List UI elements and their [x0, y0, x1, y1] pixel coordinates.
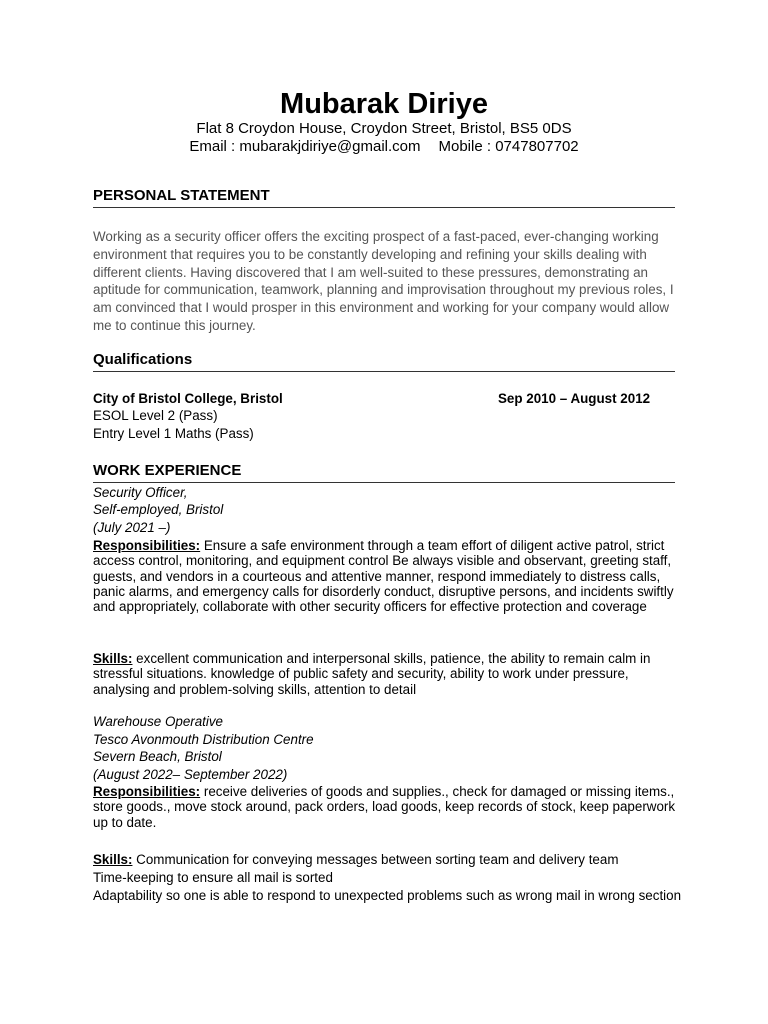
responsibilities-text: receive deliveries of goods and supplies., check for damaged or missing items., store goods., move stock around, pack orders, load goods, keep records of stock, keep paperwork up to date.: [93, 784, 676, 830]
candidate-name: Mubarak Diriye: [280, 88, 488, 120]
qualification-institution: City of Bristol College, Bristol: [93, 391, 283, 406]
skills-label: Skills:: [93, 651, 133, 666]
skills-text: Communication for conveying messages between sorting team and delivery team: [132, 852, 619, 867]
job-responsibilities: [93, 538, 685, 614]
skills-extra-line: Adaptability so one is able to respond to unexpected problems such as wrong mail in wrong section: [93, 888, 682, 903]
address: Flat 8 Croydon House, Croydon Street, Bristol, BS5 0DS: [196, 120, 572, 137]
mobile-number: 0747807702: [495, 138, 579, 155]
mobile-label: Mobile :: [438, 138, 496, 155]
job-responsibilities: [93, 784, 685, 830]
job-employer: Self-employed, Bristol: [93, 502, 224, 517]
skills-label: Skills:: [93, 852, 133, 867]
email-label: Email :: [189, 138, 240, 155]
personal-statement-text: Working as a security officer offers the exciting prospect of a fast-paced, ever-changing working environment that requires you to be constantly developing and refining your skills dealing with different clients. Having discovered that I am well-suited to these pressures, demonstrating an aptitude for communication, teamwork, planning and improvisation throughout my previous roles, I am convinced that I would prosper in this environment and working for your company would allow me to continue this journey.: [93, 229, 674, 333]
job-dates: (July 2021 –): [93, 520, 171, 535]
job-skills: [93, 851, 693, 869]
skills-extra-line: Time-keeping to ensure all mail is sorted: [93, 870, 333, 885]
job-location: Severn Beach, Bristol: [93, 749, 222, 764]
personal-statement-heading: PERSONAL STATEMENT: [93, 187, 675, 208]
job-dates: (August 2022– September 2022): [93, 767, 288, 782]
job-title: Security Officer,: [93, 485, 188, 500]
responsibilities-label: Responsibilities:: [93, 538, 201, 553]
responsibilities-label: Responsibilities:: [93, 784, 201, 799]
skills-text: excellent communication and interpersonal skills, patience, the ability to remain calm in stressful situations. knowledge of public safety and security, ability to work under pressure, analysing and problem-solving skills, attention to detail: [93, 651, 651, 697]
contact-line: [0, 138, 768, 156]
qualification-item: ESOL Level 2 (Pass): [93, 408, 218, 423]
qualifications-heading: Qualifications: [93, 351, 675, 372]
job-skills: [93, 651, 685, 697]
email-address[interactable]: mubarakjdiriye@gmail.com: [239, 138, 421, 155]
qualification-dates: Sep 2010 – August 2012: [498, 391, 651, 406]
work-experience-heading: WORK EXPERIENCE: [93, 462, 675, 483]
qualification-item: Entry Level 1 Maths (Pass): [93, 426, 254, 441]
job-employer: Tesco Avonmouth Distribution Centre: [93, 732, 314, 747]
job-title: Warehouse Operative: [93, 714, 224, 729]
responsibilities-text: Ensure a safe environment through a team effort of diligent active patrol, strict access control, monitoring, and equipment control Be always visible and observant, greeting staff, guests, and vendors in a courteous and attentive manner, respond immediately to distress calls, panic alarms, and emergency calls for disorderly conduct, disruptive persons, and incidents swiftly and appropriately, collaborate with other security officers for effective protection and coverage: [93, 538, 674, 615]
